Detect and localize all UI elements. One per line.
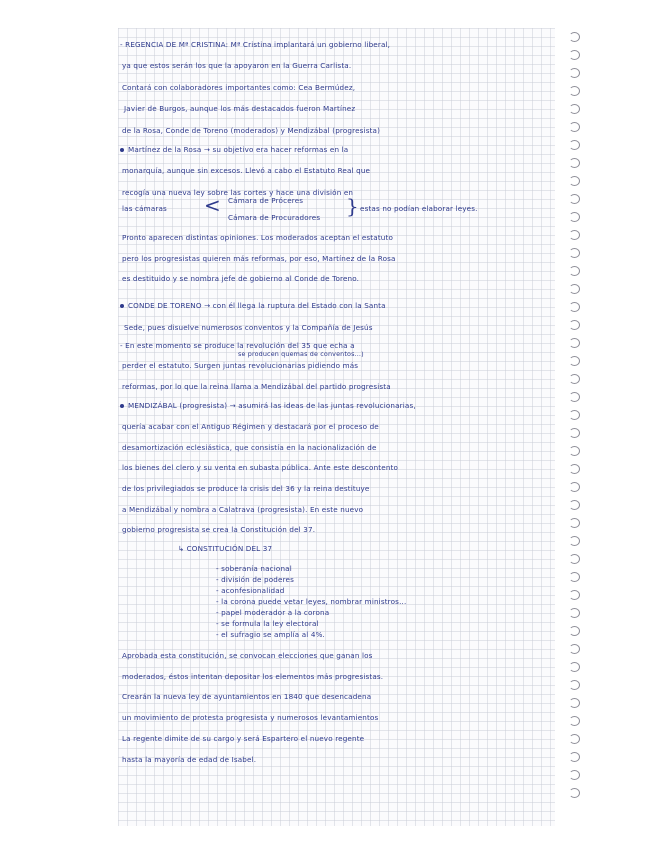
list-item: - papel moderador a la corona <box>216 608 330 617</box>
spiral-binding <box>567 32 585 812</box>
note-line: se producen quemas de conventos...) <box>238 350 364 358</box>
note-line: La regente dimite de su cargo y será Espartero el nuevo regente <box>122 734 365 743</box>
note-line: moderados, éstos intentan depositar los elementos más progresistas. <box>122 672 384 681</box>
spiral-ring <box>569 158 580 168</box>
note-line: a Mendizábal y nombra a Calatrava (progresista). En este nuevo <box>122 505 364 514</box>
spiral-ring <box>569 428 580 438</box>
section-heading <box>178 544 272 553</box>
spiral-ring <box>569 536 580 546</box>
spiral-ring <box>569 482 580 492</box>
spiral-ring <box>569 716 580 726</box>
note-line-text: Martínez de la Rosa → su objetivo era hacer reformas en la <box>128 145 349 154</box>
spiral-ring <box>569 788 580 798</box>
list-item: - aconfesionalidad <box>216 586 285 595</box>
spiral-ring <box>569 104 580 114</box>
spiral-ring <box>569 554 580 564</box>
note-line: monarquía, aunque sin excesos. Llevó a cabo el Estatuto Real que <box>122 166 371 175</box>
spiral-ring <box>569 410 580 420</box>
spiral-ring <box>569 626 580 636</box>
list-item: - la corona puede vetar leyes, nombrar ministros... <box>216 597 407 606</box>
spiral-ring <box>569 302 580 312</box>
note-line: recogía una nueva ley sobre las cortes y hace una división en <box>122 188 354 197</box>
note-line: Cámara de Procuradores <box>228 213 321 222</box>
spiral-ring <box>569 86 580 96</box>
note-line: estas no podían elaborar leyes. <box>360 204 478 213</box>
note-line: Sede, pues disuelve numerosos conventos y la Compañía de Jesús <box>124 323 373 332</box>
note-line: gobierno progresista se crea la Constitución del 37. <box>122 525 316 534</box>
note-line-text: MENDIZÁBAL (progresista) → asumirá las ideas de las juntas revolucionarias, <box>128 401 416 410</box>
spiral-ring <box>569 374 580 384</box>
spiral-ring <box>569 32 580 42</box>
handwritten-notes <box>118 28 555 826</box>
spiral-ring <box>569 266 580 276</box>
note-line: reformas, por lo que la reina llama a Mendizábal del partido progresista <box>122 382 391 391</box>
list-item: - división de poderes <box>216 575 294 584</box>
spiral-ring <box>569 50 580 60</box>
spiral-ring <box>569 590 580 600</box>
brace-left: < <box>204 193 221 217</box>
spiral-ring <box>569 662 580 672</box>
spiral-ring <box>569 68 580 78</box>
spiral-ring <box>569 194 580 204</box>
spiral-ring <box>569 212 580 222</box>
spiral-ring <box>569 284 580 294</box>
spiral-ring <box>569 464 580 474</box>
note-line: Aprobada esta constitución, se convocan elecciones que ganan los <box>122 651 373 660</box>
note-line: - REGENCIA DE Mª CRISTINA: Mª Cristina implantará un gobierno liberal, <box>120 40 391 49</box>
spiral-ring <box>569 392 580 402</box>
spiral-ring <box>569 230 580 240</box>
note-line: perder el estatuto. Surgen juntas revolucionarias pidiendo más <box>122 361 359 370</box>
list-item: - soberanía nacional <box>216 564 292 573</box>
notebook-page <box>118 28 555 826</box>
spiral-ring <box>569 248 580 258</box>
note-line: los bienes del clero y su venta en subasta pública. Ante este descontento <box>122 463 399 472</box>
note-line <box>120 301 386 310</box>
spiral-ring <box>569 752 580 762</box>
bullet-icon <box>120 404 124 408</box>
note-line <box>120 145 348 154</box>
note-line-text: CONDE DE TORENO → con él llega la ruptura del Estado con la Santa <box>128 301 386 310</box>
note-line: hasta la mayoría de edad de Isabel. <box>122 755 257 764</box>
note-line: Javier de Burgos, aunque los más destacados fueron Martínez <box>124 104 356 113</box>
note-line: Cámara de Próceres <box>228 196 304 205</box>
note-line: quería acabar con el Antiguo Régimen y destacará por el proceso de <box>122 422 379 431</box>
note-line: de la Rosa, Conde de Toreno (moderados) y Mendizábal (progresista) <box>122 126 381 135</box>
spiral-ring <box>569 446 580 456</box>
note-line: - En este momento se produce la revolución del 35 que echa a <box>120 341 355 350</box>
note-line <box>120 401 416 410</box>
note-line: las cámaras <box>122 204 167 213</box>
spiral-ring <box>569 320 580 330</box>
note-line: es destituido y se nombra jefe de gobierno al Conde de Toreno. <box>122 274 360 283</box>
spiral-ring <box>569 734 580 744</box>
section-heading-text: CONSTITUCIÓN DEL 37 <box>186 544 273 553</box>
note-line: Contará con colaboradores importantes como: Cea Bermúdez, <box>122 83 356 92</box>
arrow-icon: ↳ <box>178 544 187 553</box>
spiral-ring <box>569 680 580 690</box>
list-item: - el sufragio se amplía al 4%. <box>216 630 325 639</box>
spiral-ring <box>569 518 580 528</box>
spiral-ring <box>569 338 580 348</box>
spiral-ring <box>569 176 580 186</box>
note-line: Pronto aparecen distintas opiniones. Los moderados aceptan el estatuto <box>122 233 394 242</box>
spiral-ring <box>569 608 580 618</box>
spiral-ring <box>569 140 580 150</box>
spiral-ring <box>569 770 580 780</box>
brace-right: } <box>346 194 359 218</box>
bullet-icon <box>120 148 124 152</box>
bullet-icon <box>120 304 124 308</box>
list-item: - se formula la ley electoral <box>216 619 319 628</box>
note-line: de los privilegiados se produce la crisis del 36 y la reina destituye <box>122 484 370 493</box>
spiral-ring <box>569 572 580 582</box>
spiral-ring <box>569 644 580 654</box>
note-line: ya que estos serán los que la apoyaron en la Guerra Carlista. <box>122 61 352 70</box>
note-line: desamortización eclesiástica, que consistía en la nacionalización de <box>122 443 377 452</box>
note-line: Crearán la nueva ley de ayuntamientos en 1840 que desencadena <box>122 692 372 701</box>
spiral-ring <box>569 698 580 708</box>
note-line: pero los progresistas quieren más reformas, por eso, Martínez de la Rosa <box>122 254 396 263</box>
spiral-ring <box>569 500 580 510</box>
spiral-ring <box>569 122 580 132</box>
spiral-ring <box>569 356 580 366</box>
note-line: un movimiento de protesta progresista y numerosos levantamientos <box>122 713 379 722</box>
